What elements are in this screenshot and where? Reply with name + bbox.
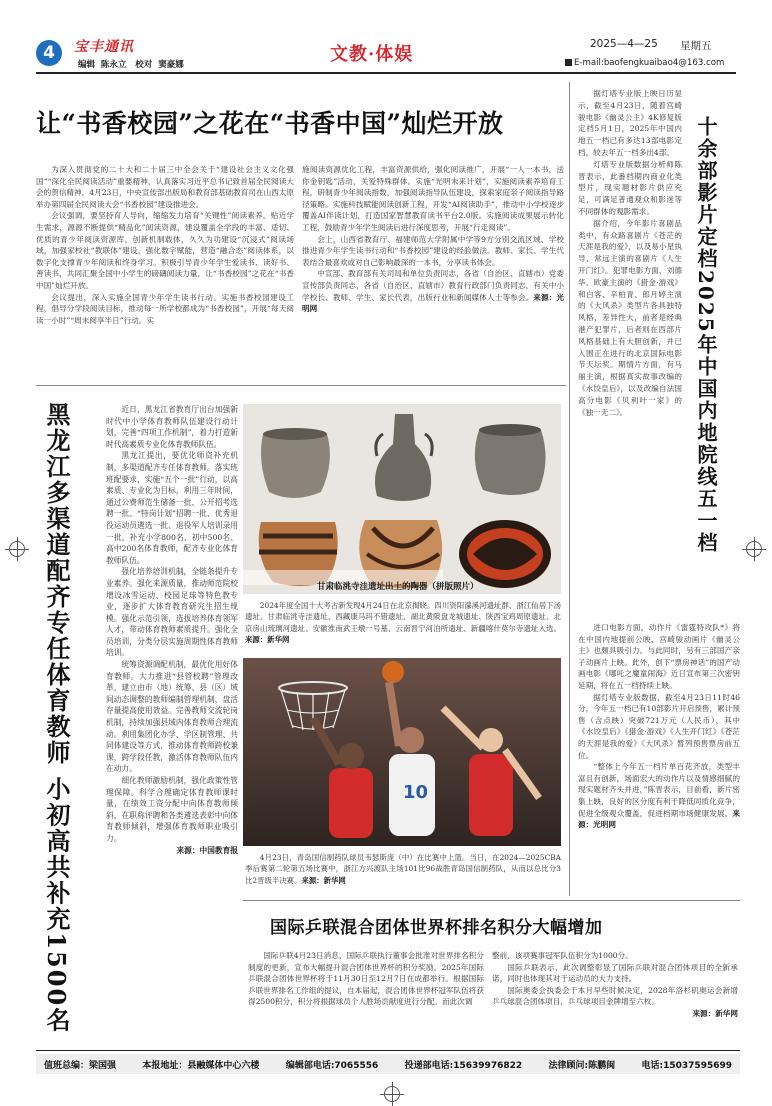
footer-legal-advisor: 法律顾问:陈鹏闽 xyxy=(548,1060,616,1071)
paragraph: 会议提出，深入实施全国青少年学生读书行动。实施书香校园建设工程，倡导分学段阅读目标，推动每一所学校都成为“书香校园”，开展“每天阅读一小时”“周末阅享半日”行动。实 xyxy=(36,292,294,325)
pottery-photo xyxy=(243,404,561,594)
pingpong-col2 xyxy=(492,950,738,1046)
paragraph xyxy=(106,845,238,857)
caption-body: 2024年度全国十大考古新发现4月24日在北京揭晓。四川资阳濛溪河遗址群、浙江仙居下汤遗址、甘肃临洮寺洼遗址、西藏康马玛不错遗址、湖北黄陂盘龙城遗址、陕西宝鸡周原遗址、北京房山琉璃河遗址、安徽淮南武王墩一号墓、云南晋宁河泊所遗址、新疆喀什莫尔寺遗址入选。 xyxy=(245,601,561,633)
registration-mark-bottom xyxy=(384,1086,400,1102)
caption-body: 4月23日，青岛国信制药队球员韦瑟斯庞（中）在比赛中上篮。当日，在2024—2025CBA季后赛第二轮第五场比赛中，浙江方兴渡队主场101比96战胜青岛国信制药队，从而以总比分3比2晋级半决赛。 xyxy=(245,853,561,885)
basketball-image xyxy=(243,658,561,846)
registration-mark-left xyxy=(9,541,25,557)
main-article-divider xyxy=(36,385,566,386)
paragraph: 会上，山西省教育厅、福建师范大学附属中学等9方分别交流区域、学校推进青少年学生读书行动和“书香校园”建设的经验做法。教师、家长、学生代表结合最喜欢或对自己影响最深的一本书，分享读书体会。 xyxy=(302,234,564,267)
paragraph: 进口电影方面，动作片《雷霆特攻队*》将在中国内地提前公映、宫崎骏动画片《幽灵公主》也颇具吸引力。与此同时，另有三部国产亲子动画片上映。此外，创下“票房神话”的国产动画电影《哪吒之魔童闹海》近日宣布第三次密钥延期，将在五一档持续上映。 xyxy=(578,623,740,690)
caption-text xyxy=(245,600,561,646)
footer-rule xyxy=(36,1050,740,1051)
right-column-divider xyxy=(569,82,570,896)
pottery-overlay-label: 甘肃临洮寺洼遗址出土的陶器（拼版照片） xyxy=(317,582,479,592)
film-article-body-top xyxy=(578,88,682,618)
article-source: 来源：新华网 xyxy=(692,1008,738,1018)
paragraph: 细化教师激励机制，强化政策性管理保障。科学合理确定体育教师课时量，在绩效工资分配中向体育教师倾斜，在职称评聘和各类遴选表彰中向体育教师倾斜，增强体育教师职业吸引力。 xyxy=(106,776,238,843)
pottery-vessel-3 xyxy=(475,424,546,495)
main-headline: 让“书香校园”之花在“书香中国”灿烂开放 xyxy=(36,109,504,138)
paragraph: 据介绍，今年影片喜剧品类中，有众路喜剧片《苍茫的天涯是我的爱》，以及易小星执导、常远主演的喜剧片《人生开门红》。犯罪电影方面，刘德华、欧豪主演的《猎金·游戏》和白客、辛柏青、郎月婷主演的《大风杀》类型片各具独特风格，差异性大，前者是经典港产犯罪片，后者则在西部片风格基础上有大胆创新，并已入围正在进行的北京国际电影节天坛奖。期情片方面，有马丽主演，根据真实故事改编的《水饺皇后》，以及改编自法国高分电影《贝利叶一家》的《独一无二》。 xyxy=(578,218,682,417)
pottery-vessel-1 xyxy=(261,428,330,498)
editor-line: 编辑 陈永立 校对 窦豪娜 xyxy=(78,60,184,70)
paragraph xyxy=(492,1008,738,1020)
paragraph: 统筹资源调配机制，最优化用好体育教师。大力推进“县管校聘”管理改革，建立由市（地）统筹、县（区）域间动态调整的教师编制管理机制，盘活存量提高使用效益。完善教师交流轮岗机制，持续加强县域内体育教师合理流动。利用集团化办学、学区制管理、共同体建设等方式，推动体育教师跨校兼课，跨学段任教，激活体育教师队伍内在动力。 xyxy=(106,660,238,774)
paragraph: 据灯塔专业版数据，截至4月23日11时46分，今年五一档已有10部影片开启预售，累计预售（含点映）突破721万元（人民币），其中《水饺皇后》《猎金·游戏》《人生开门红》《苍茫的天涯是我的爱》《大风杀》暂列预售票房前五位。 xyxy=(578,692,740,760)
footer-editorial-phone: 编辑部电话:7065556 xyxy=(285,1060,379,1071)
pingpong-col1 xyxy=(248,950,484,1042)
paragraph: 强化培养培训机制，全链条提升专业素养。强化来源质量，推动师范院校增设冰雪运动、校园足球等特色教专业，逐步扩大体育教育研究生招生规模。强化示范引领，选拔培养体育领军人才，带动体育教师素质提升。强化全员培训，分类分层实施周期性体育教师培训。 xyxy=(106,567,238,658)
film-headline: 十余部影片定档2025年中国内地院线五一档 xyxy=(694,116,718,554)
paragraph: 整前，该项赛事冠军队伍积分为1000分。 xyxy=(492,951,633,960)
footer-address: 本报地址：县融媒体中心六楼 xyxy=(142,1060,260,1071)
page-number-badge xyxy=(36,40,62,66)
paragraph: 黑龙江提出，要优化师资补充机制，多渠道配齐专任体育教师。落实班班配要求，实施“五个一批”行动，以高素质、专业化为目标，利用三年时间，通过公费师范生储备一批、公开招考选聘一批、“特岗计划”招聘一批、优秀退役运动员遴选一批、退役军人培训录用一批，补充小学800名、初中500名、高中200名体育教师，配齐专业化体育教师队伍。 xyxy=(106,451,238,565)
issue-weekday: 星期五 xyxy=(680,40,712,52)
caption-source: 来源：新华网 xyxy=(301,875,346,885)
footer-delivery-phone: 投递部电话:15639976822 xyxy=(404,1060,523,1071)
paragraph: 会议强调，要坚持育人导向，缩缩发力培育“关键性”阅读素养。贴近学生需求，源源不断提供“精品化”阅读资源，建设覆盖全学段的丰富、适切、优质的青少年阅读资源库。创新机制载体，久久为功建设“沉浸式”阅读场域，加强家校社“教联体”建设，强化数字赋能，营造“融合态”阅读体系，以数字化支撑青少年阅读和终身学习。积极引导青少年学生爱读书、读好书、善读书，共同汇聚全国中小学生的磅礴阅读力量，让“书香校园”之花在“书香中国”灿烂开放。 xyxy=(36,211,294,290)
footer-legal-phone: 电话:15037595699 xyxy=(641,1060,732,1071)
main-article-col1 xyxy=(36,164,294,376)
basketball-photo xyxy=(243,658,561,846)
svg-text:10: 10 xyxy=(403,782,429,803)
email-line xyxy=(565,58,724,68)
paragraph xyxy=(578,761,740,831)
registration-mark-right xyxy=(746,541,762,557)
page-header xyxy=(0,0,772,76)
main-article-col2 xyxy=(302,164,564,376)
paragraph xyxy=(302,268,564,314)
paragraph: 灯塔专业版数据分析师陈晋表示，此番档期内商业化类型片，现实题材影片供应充足，可满足普通观众和影迷等不同群体的观影需求。 xyxy=(578,159,682,216)
pottery-vessel-6 xyxy=(459,520,551,588)
basketball-caption xyxy=(245,852,561,886)
section-title: 文教·体娱 xyxy=(330,44,414,65)
heilongjiang-article-body xyxy=(106,404,238,1046)
paper-name: 宝丰通讯 xyxy=(74,39,134,55)
caption-source: 来源：新华网 xyxy=(245,635,290,645)
pingpong-headline: 国际乒联混合团体世界杯排名积分大幅增加 xyxy=(270,918,603,938)
email-marker-icon xyxy=(565,59,572,66)
paragraph-text: 中宣部、教育部有关司局和单位负责同志，各省（自治区、直辖市）党委宣传部负责同志，各省（自治区、直辖市）教育行政部门负责同志，有关中小学校长、教师、学生、家长代表，出版行业和新闻媒体人士等参会。 xyxy=(302,269,564,302)
pottery-image xyxy=(243,404,561,594)
footer-duty-editor: 值班总编：梁国强 xyxy=(44,1060,117,1071)
paragraph: 国际乒联表示，此次调整彰显了国际乒联对混合团体项目的全新承诺，同时也体现其对于运动员的大力支持。 xyxy=(492,962,738,984)
page-number: 4 xyxy=(43,43,55,63)
basketball-ball xyxy=(382,661,404,683)
caption-text xyxy=(245,852,561,886)
article-source: 来源：中国教育报 xyxy=(176,845,238,855)
paragraph: 据灯塔专业版上映日历显示，截至4月23日，随着宫崎骏电影《幽灵公主》4K修复版定档5月1日，2025年中国内地五一档已有多达13部电影定档，较去年五一档多出4部。 xyxy=(578,89,682,157)
paragraph: 近日，黑龙江省教育厅出台加强新时代中小学体育教师队伍建设行动计划，完善“四项工作机制”，着力打造新时代高素质专业化体育教师队伍。 xyxy=(106,405,238,449)
paragraph: 国际乒联4月23日消息，国际乒联执行董事会批准对世界排名积分制度的更新，宣布大幅提升混合团体世界杯的积分奖励。2025年国际乒联混合团体世界杯将于11月30日至12月7日在成都举行。根据国际乒联世界排名工作组的提议，自本届起，混合团体世界杯冠军队伍将获得2500积分，积分将根据球员个人胜场贡献度进行分配。而此次调 xyxy=(248,951,484,1007)
paragraph: 国际奥委会执委会于本月早些时候决定，2028年洛杉矶奥运会新增乒乓球混合团体项目，乒乓球项目金牌增至六枚。 xyxy=(492,985,738,1007)
pottery-caption xyxy=(245,600,561,646)
paragraph-text: “整体上今年五一档片单百花齐放，类型丰富且有创新，场面宏大的动作片以及情感细腻的现实题材齐头并进，”陈晋表示，目前看，新片密集上映，良好的区分度有利于降低同质化竞争，促进全级观众覆盖，促进档期市场健康发展。 xyxy=(578,762,740,818)
heilongjiang-headline: 黑龙江多渠道配齐专任体育教师 小初高共补充1500名 xyxy=(42,402,71,1034)
pingpong-top-rule xyxy=(243,900,740,901)
email-text: E-mail:baofengkuaibao4@163.com xyxy=(574,58,725,68)
paragraph: 为深入贯彻党的二十大和二十届三中全会关于“建设社会主义文化强国”“深化全民阅读活动”重要精神，认真落实习近平总书记致首届全民阅读大会的贺信精神，4月23日，中央宣传部出版局和教育部基础教育司在山西太原举办第四届全民阅读大会“书香校园”建设推进会。 xyxy=(36,165,294,209)
header-rule xyxy=(36,72,736,74)
article-source: 来源：光明网 xyxy=(302,292,564,314)
footer-bar xyxy=(36,1054,740,1074)
issue-date: 2025—4—25 xyxy=(590,38,658,50)
paragraph: 施阅读资源优化工程，丰富资源供给，强化阅读推广，开展“一人一本书，送你金钥匙”活动，关爱特殊群体。实施“光明未来计划”，实施阅读素养培育工程，研制青少年阅读指数，加强阅读指导队伍建设，探索家庭亲子阅读指导路径策略。实施科技赋能阅读创新工程，开发“AI阅读助手”，推动中小学校逐步覆盖AI伴读计划，打造国家智慧教育读书平台2.0版。实施阅读成果展示转化工程，鼓励青少年学生阅读后进行深度思考，开展“行走阅读”。 xyxy=(302,165,564,232)
article-source: 来源：光明网 xyxy=(578,808,740,830)
film-article-body-bottom xyxy=(578,622,740,894)
